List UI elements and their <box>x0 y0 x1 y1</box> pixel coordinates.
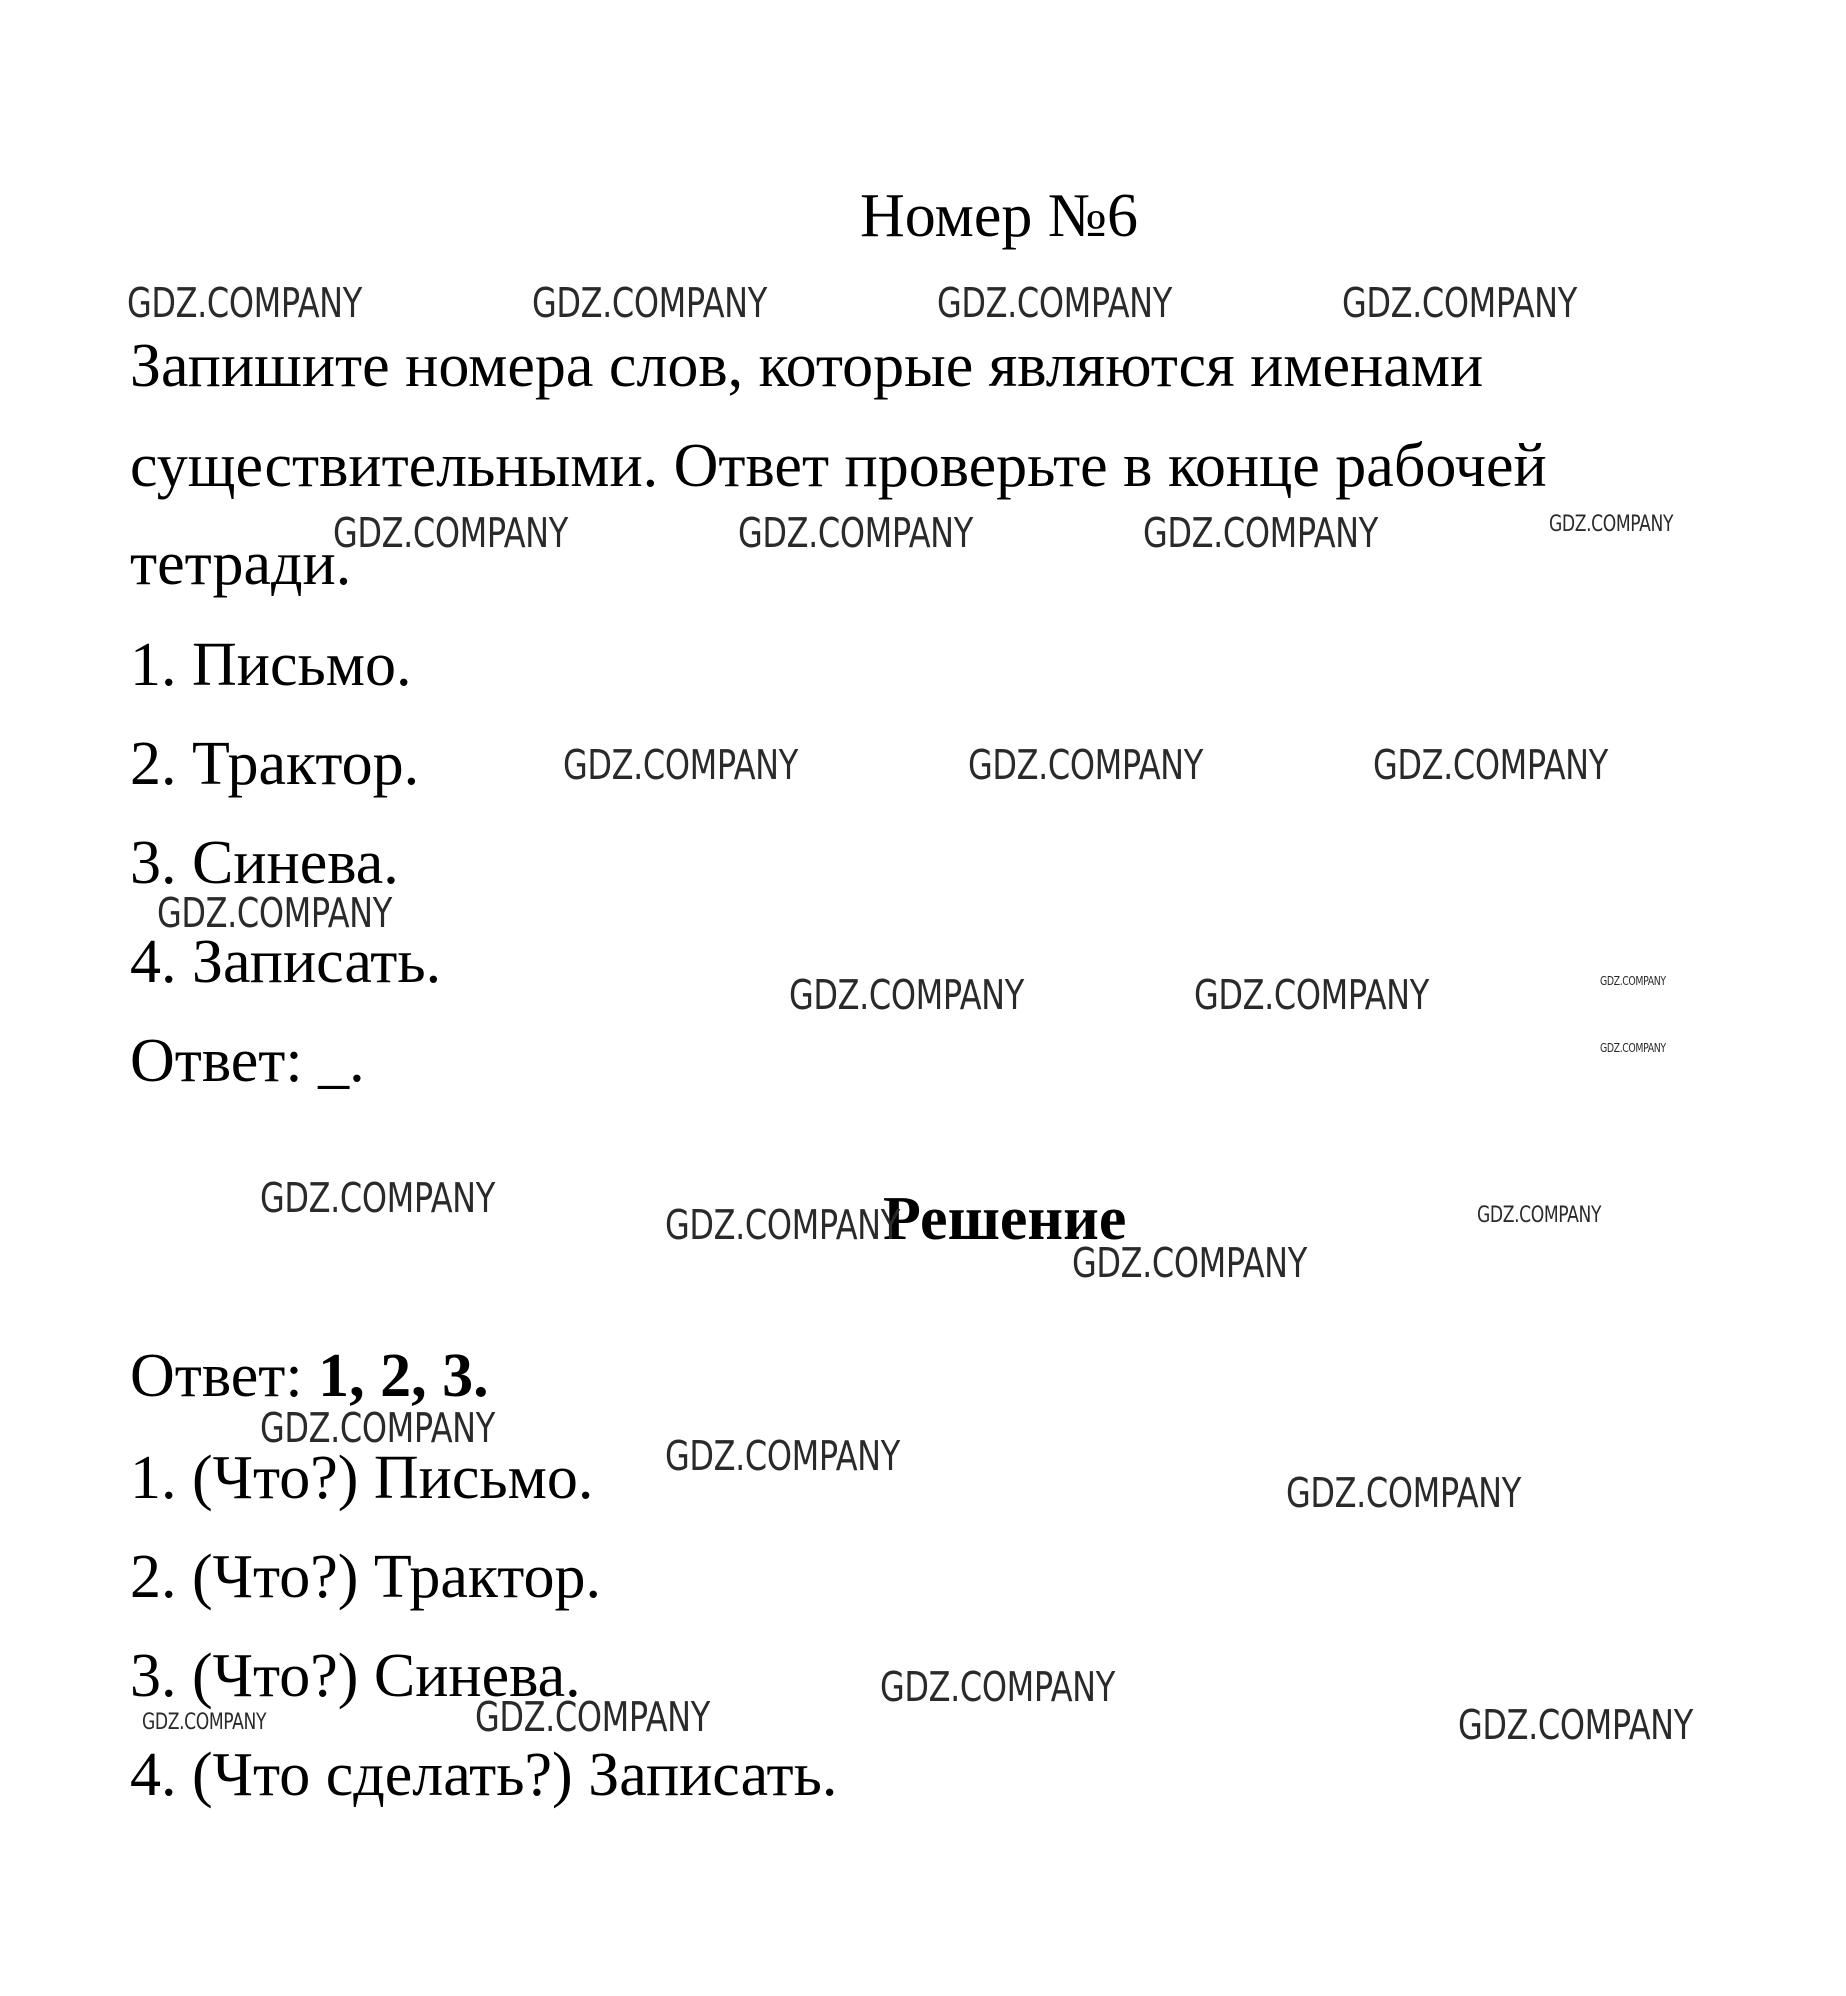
watermark: GDZ.COMPANY <box>260 1174 495 1222</box>
watermark: GDZ.COMPANY <box>142 1710 267 1735</box>
solution-title-text: Решение <box>883 1185 1127 1253</box>
watermark: GDZ.COMPANY <box>665 1201 900 1249</box>
watermark: GDZ.COMPANY <box>1458 1701 1693 1749</box>
task-prompt-line-1: Запишите номера слов, которые являются именами <box>130 332 1484 400</box>
solution-answer-label: Ответ: <box>130 1342 303 1410</box>
solution-item-4: 4. (Что сделать?) Записать. <box>130 1741 838 1809</box>
watermark: GDZ.COMPANY <box>1194 971 1429 1019</box>
watermark: GDZ.COMPANY <box>665 1432 900 1480</box>
task-item-2: 2. Трактор. <box>130 730 420 798</box>
task-answer-label: Ответ: <box>130 1027 303 1095</box>
watermark: GDZ.COMPANY <box>532 279 767 327</box>
watermark: GDZ.COMPANY <box>1072 1239 1307 1287</box>
watermark: GDZ.COMPANY <box>127 279 362 327</box>
watermark: GDZ.COMPANY <box>789 971 1024 1019</box>
watermark: GDZ.COMPANY <box>1342 279 1577 327</box>
watermark: GDZ.COMPANY <box>260 1404 495 1452</box>
watermark: GDZ.COMPANY <box>1373 741 1608 789</box>
watermark: GDZ.COMPANY <box>1143 509 1378 557</box>
watermark: GDZ.COMPANY <box>1286 1469 1521 1517</box>
task-title: Номер №6 <box>860 182 1139 250</box>
watermark: GDZ.COMPANY <box>968 741 1203 789</box>
watermark: GDZ.COMPANY <box>333 509 568 557</box>
task-answer-blank: _. <box>318 1027 365 1095</box>
watermark: GDZ.COMPANY <box>738 509 973 557</box>
watermark: GDZ.COMPANY <box>475 1693 710 1741</box>
watermark: GDZ.COMPANY <box>563 741 798 789</box>
watermark: GDZ.COMPANY <box>937 279 1172 327</box>
watermark: GDZ.COMPANY <box>157 889 392 937</box>
solution-answer <box>130 1342 489 1410</box>
task-answer <box>130 1027 365 1095</box>
task-item-3: 3. Синева. <box>130 829 399 897</box>
task-item-1: 1. Письмо. <box>130 631 412 699</box>
watermark: GDZ.COMPANY <box>1600 974 1666 988</box>
watermark: GDZ.COMPANY <box>1600 1041 1666 1055</box>
solution-item-1: 1. (Что?) Письмо. <box>130 1444 594 1512</box>
task-prompt-line-2: существительными. Ответ проверьте в конце рабочей <box>130 432 1547 500</box>
solution-item-2: 2. (Что?) Трактор. <box>130 1543 601 1611</box>
watermark: GDZ.COMPANY <box>1477 1203 1602 1228</box>
task-prompt-line-3: тетради. <box>130 530 352 598</box>
watermark: GDZ.COMPANY <box>1549 512 1674 537</box>
watermark: GDZ.COMPANY <box>880 1663 1115 1711</box>
solution-answer-value: 1, 2, 3. <box>318 1342 489 1410</box>
task-item-4: 4. Записать. <box>130 928 442 996</box>
solution-item-3: 3. (Что?) Синева. <box>130 1642 581 1710</box>
